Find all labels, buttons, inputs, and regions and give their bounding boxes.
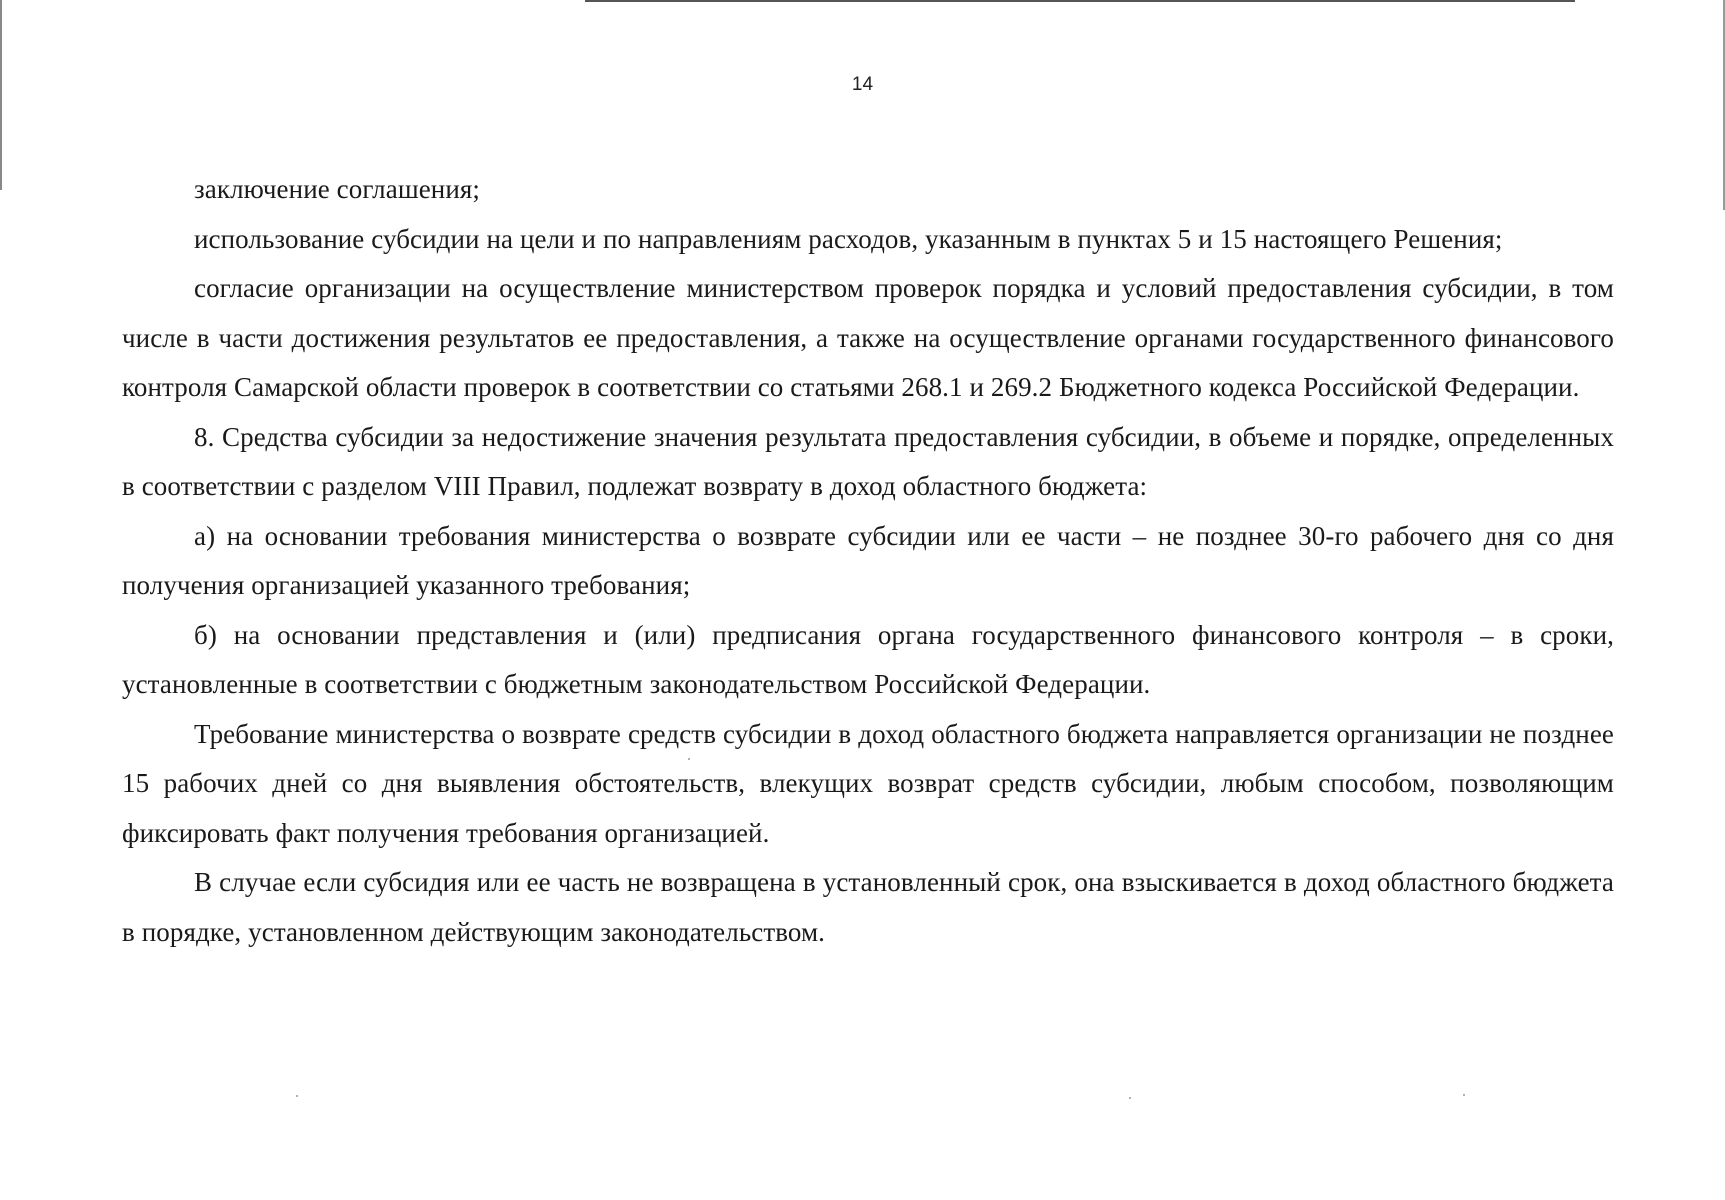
paragraph-item-8: 8. Средства субсидии за недостижение значения результата предоставления субсидии, в объеме и порядке, определенных в соответствии с разделом VIII Правил, подлежат возврату в доход областного бюджета: bbox=[122, 421, 1614, 501]
paragraph-return-demand: Требование министерства о возврате средств субсидии в доход областного бюджета направляется организации не позднее 15 рабочих дней со дня выявления обстоятельств, влекущих возврат средств субсидии, любым способом, позволяющим фиксировать факт получения требования организацией. bbox=[122, 718, 1614, 848]
paragraph-subitem-b: б) на основании представления и (или) предписания органа государственного финансового контроля – в сроки, установленные в соответствии с бюджетным законодательством Российской Федерации. bbox=[122, 619, 1614, 699]
document-body bbox=[122, 165, 1614, 957]
paragraph-subsidy-usage: использование субсидии на цели и по направлениям расходов, указанным в пунктах 5 и 15 настоящего Решения; bbox=[194, 223, 1503, 254]
scan-speck bbox=[1129, 1097, 1131, 1099]
scan-speck bbox=[296, 1095, 298, 1097]
scan-speck bbox=[688, 758, 690, 760]
paragraph-recovery: В случае если субсидия или ее часть не возвращена в установленный срок, она взыскивается в доход областного бюджета в порядке, установленном действующим законодательством. bbox=[122, 867, 1614, 947]
page-number: 14 bbox=[851, 74, 874, 95]
paragraph-agreement: заключение соглашения; bbox=[194, 174, 481, 204]
top-scan-rule bbox=[585, 0, 1575, 2]
scan-speck bbox=[1463, 1094, 1465, 1096]
paragraph-consent-inspections: согласие организации на осуществление министерством проверок порядка и условий предоставления субсидии, в том числе в части достижения результатов ее предоставления, а также на осуществление органами государственного финансового контроля Самарской области проверок в соответствии со статьями 268.1 и 269.2 Бюджетного кодекса Российской Федерации. bbox=[122, 273, 1614, 402]
paragraph-subitem-a: а) на основании требования министерства о возврате субсидии или ее части – не позднее 30-го рабочего дня со дня получения организацией указанного требования; bbox=[122, 520, 1614, 600]
